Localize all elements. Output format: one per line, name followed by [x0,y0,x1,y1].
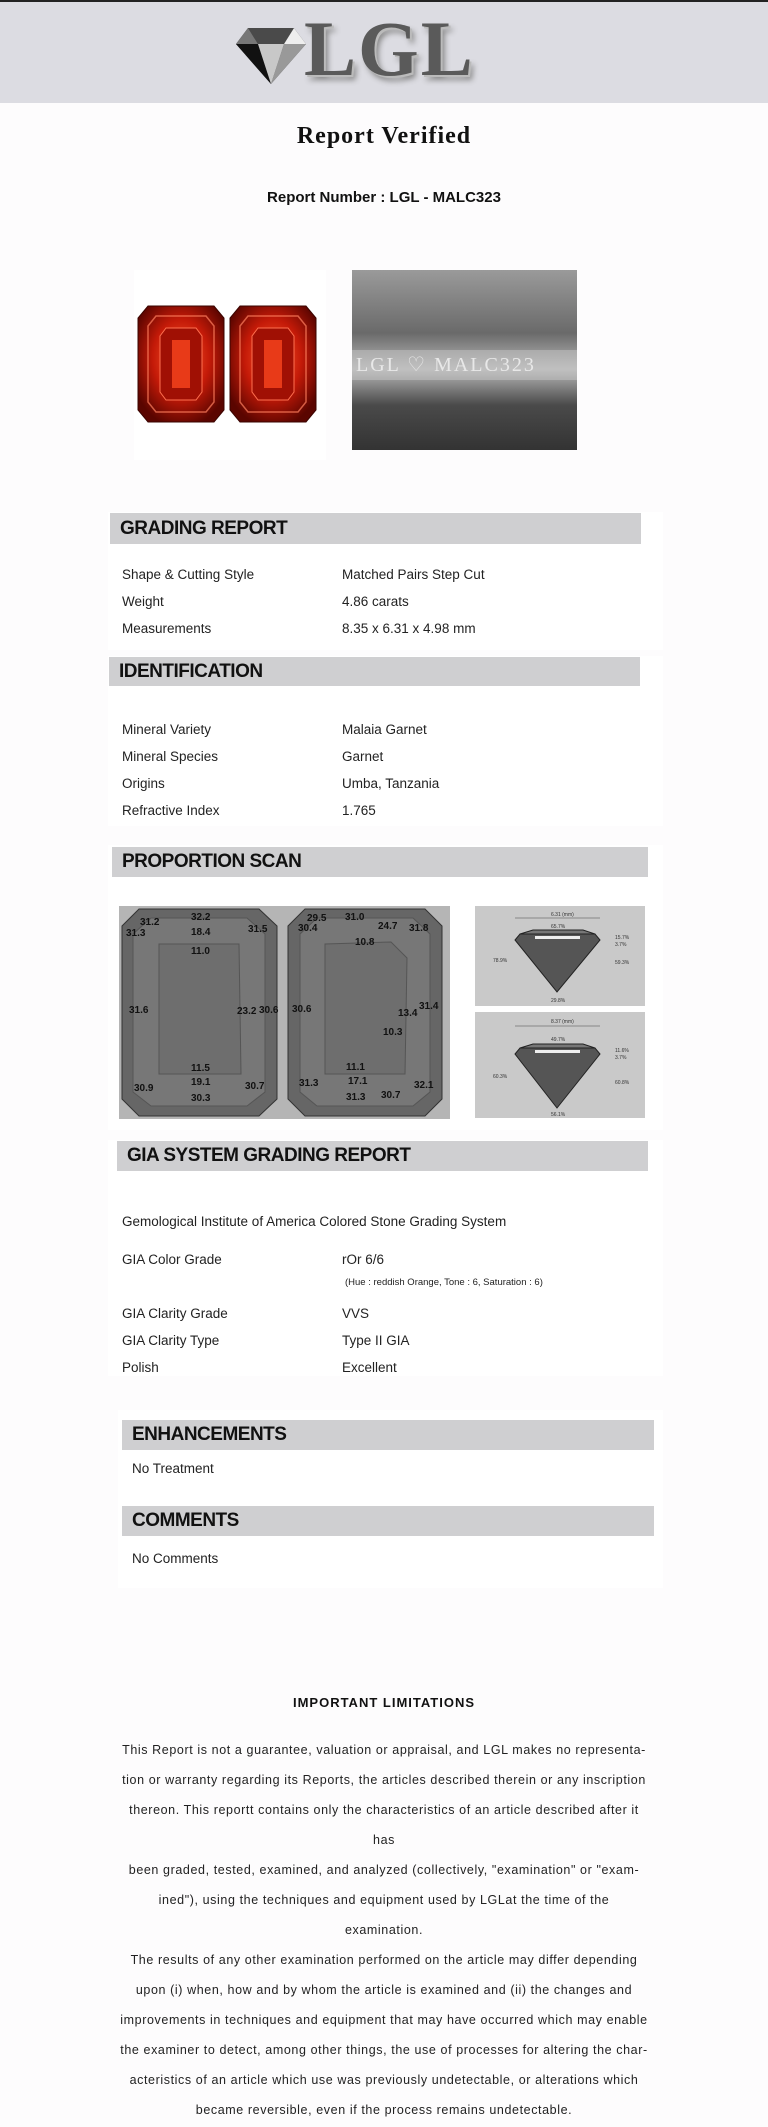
limitations-line: acteristics of an article which use was previously undetectable, or alterations which [129,2073,639,2087]
row-value: 4.86 carats [342,594,409,609]
svg-text:29.8%: 29.8% [551,998,566,1004]
svg-text:49.7%: 49.7% [551,1037,566,1043]
inscription-photo [352,270,577,450]
row-value: Malaia Garnet [342,722,427,737]
row-label: GIA Clarity Type [122,1333,220,1348]
svg-text:3.7%: 3.7% [615,1055,627,1061]
scan-value: 10.3 [383,1027,403,1038]
svg-text:11.6%: 11.6% [615,1048,629,1054]
scan-value: 31.3 [346,1092,366,1103]
row-value: rOr 6/6 [342,1252,385,1267]
scan-value: 30.4 [298,923,318,934]
logo-text: LGL [304,5,475,92]
scan-value: 31.6 [129,1005,149,1016]
proportion-profile-2 [475,1012,645,1118]
identification-heading: IDENTIFICATION [109,657,640,686]
scan-value: 30.7 [381,1090,401,1101]
row-label: Mineral Species [122,749,219,764]
scan-value: 10.8 [355,937,375,948]
limitations-line: tion or warranty regarding its Reports, the articles described therein or any inscription [122,1773,646,1787]
scan-value: 32.2 [191,912,211,923]
row-value: VVS [342,1306,370,1321]
scan-value: 23.2 [237,1006,257,1017]
limitations-line: The results of any other examination performed on the article may differ depending [130,1953,638,1967]
limitations-line: the examiner to detect, among other things, the use of processes for altering the char- [120,2043,648,2057]
header-banner [0,0,768,103]
gia-color-note: (Hue : reddish Orange, Tone : 6, Saturation : 6) [345,1277,543,1288]
row-label: GIA Clarity Grade [122,1306,228,1321]
row-label: Refractive Index [122,803,220,818]
scan-value: 31.5 [248,924,268,935]
scan-value: 11.1 [346,1062,365,1073]
scan-value: 30.9 [134,1083,154,1094]
scan-value: 31.3 [299,1078,319,1089]
scan-value: 11.0 [191,946,210,957]
gia-subtitle: Gemological Institute of America Colored Stone Grading System [122,1214,507,1229]
comments-heading: COMMENTS [122,1506,654,1536]
row-value: 8.35 x 6.31 x 4.98 mm [342,621,476,636]
row-label: Origins [122,776,165,791]
scan-value: 19.1 [191,1077,211,1088]
comments-text: No Comments [132,1551,219,1566]
gia-heading: GIA SYSTEM GRADING REPORT [117,1141,648,1171]
row-value: Excellent [342,1360,397,1375]
enhancements-text: No Treatment [132,1461,214,1476]
scan-value: 31.0 [345,912,365,923]
scan-value: 30.6 [259,1005,279,1016]
row-label: Shape & Cutting Style [122,567,255,582]
limitations-line: This Report is not a guarantee, valuation or appraisal, and LGL makes no representa- [122,1743,646,1757]
svg-text:59.3%: 59.3% [615,960,630,966]
limitations-line: ined"), using the techniques and equipment used by LGLat the time of the examination. [158,1893,610,1937]
limitations-text [118,1735,650,2125]
page-title: Report Verified [296,123,472,149]
gemstone-photo [134,270,326,460]
limitations-line: improvements in techniques and equipment that may have occurred which may enable [120,2013,648,2027]
row-label: Mineral Variety [122,722,212,737]
scan-value: 30.3 [191,1093,211,1104]
svg-text:56.1%: 56.1% [551,1112,566,1118]
row-value: 1.765 [342,803,376,818]
limitations-line: upon (i) when, how and by whom the article is examined and (ii) the changes and [135,1983,633,1997]
row-label: Polish [122,1360,159,1375]
lgl-logo [234,5,494,92]
diamond-icon [234,24,308,86]
svg-text:15.7%: 15.7% [615,935,630,941]
row-value: Garnet [342,749,384,764]
scan-value: 31.3 [126,928,146,939]
svg-text:60.8%: 60.8% [615,1080,630,1086]
svg-text:65.7%: 65.7% [551,924,566,930]
row-value: Matched Pairs Step Cut [342,567,485,582]
limitations-line: been graded, tested, examined, and analyzed (collectively, "examination" or "exam- [128,1863,640,1877]
scan-value: 29.5 [307,913,327,924]
scan-value: 17.1 [348,1076,368,1087]
proportion-scan-heading: PROPORTION SCAN [112,847,648,877]
scan-value: 31.2 [140,917,160,928]
svg-text:60.3%: 60.3% [493,1074,508,1080]
scan-value: 31.4 [419,1001,439,1012]
svg-text:8.37 (mm): 8.37 (mm) [551,1019,574,1025]
limitations-line: thereon. This reportt contains only the characteristics of an article described after it has [129,1803,639,1847]
svg-text:3.7%: 3.7% [615,942,627,948]
scan-value: 32.1 [414,1080,434,1091]
scan-value: 31.8 [409,923,429,934]
svg-text:78.9%: 78.9% [493,958,508,964]
row-label: Weight [122,594,164,609]
report-number: Report Number : LGL - MALC323 [267,189,501,206]
row-value: Type II GIA [342,1333,410,1348]
scan-value: 30.7 [245,1081,265,1092]
scan-value: 18.4 [191,927,211,938]
limitations-title: IMPORTANT LIMITATIONS [292,1695,476,1710]
scan-value: 24.7 [378,921,398,932]
svg-text:6.31 (mm): 6.31 (mm) [551,912,574,918]
proportion-profile-1 [475,906,645,1006]
proportion-top-view [119,906,450,1119]
row-label: GIA Color Grade [122,1252,222,1267]
scan-value: 30.6 [292,1004,312,1015]
enhancements-heading: ENHANCEMENTS [122,1420,654,1450]
limitations-line: became reversible, even if the process remains undetectable. [195,2103,573,2117]
row-value: Umba, Tanzania [342,776,440,791]
inscription-text: LGL ♡ MALC323 [356,354,536,376]
row-label: Measurements [122,621,212,636]
scan-value: 11.5 [191,1063,210,1074]
scan-value: 13.4 [398,1008,418,1019]
grading-report-heading: GRADING REPORT [110,513,641,544]
